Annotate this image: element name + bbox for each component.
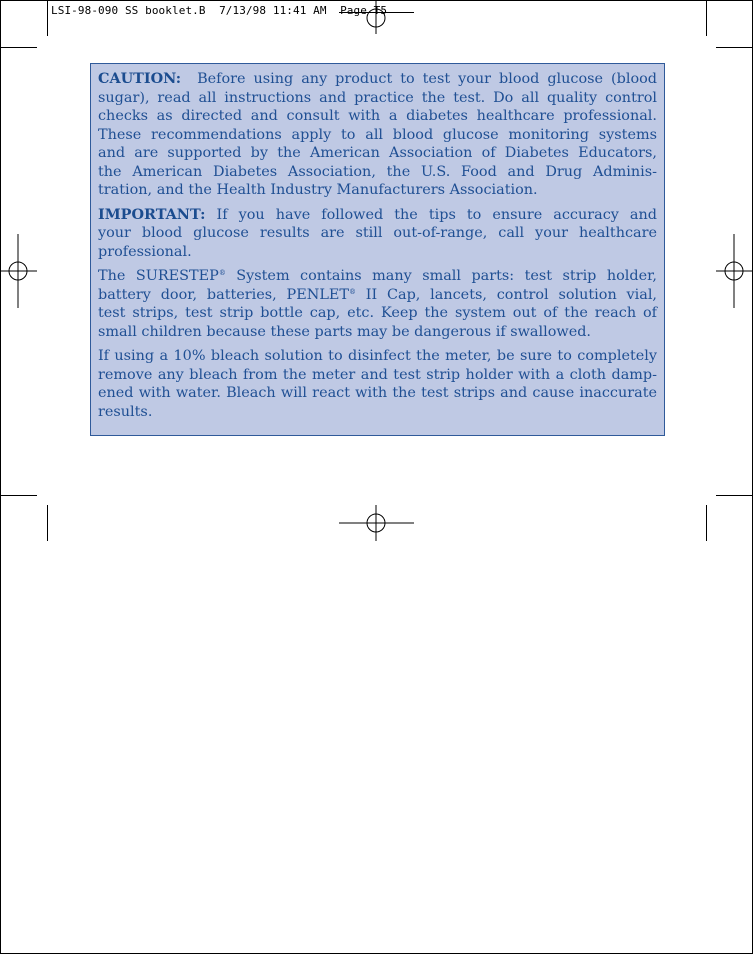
parts-line-3: test strips, test strip bottle cap, etc. Keep the system out of the reach of [98,305,657,321]
registration-mark-top [339,0,414,34]
caution-line-1: CAUTION: Before using any product to test your blood glucose (blood [98,70,657,87]
parts-line-2: battery door, batteries, PENLET® II Cap, lancets, control solution vial, [98,286,658,303]
important-line-1: IMPORTANT: If you have followed the tips to ensure accuracy and [98,205,657,223]
registered-mark: ® [349,287,356,296]
bleach-line-1: If using a 10% bleach solution to disinfect the meter, be sure to completely [98,348,657,364]
caution-line-4: These recommendations apply to all blood glucose monitoring systems [98,126,657,143]
important-paragraph [98,206,657,262]
parts-line-1: The SURESTEP® System contains many small parts: test strip holder, [98,268,657,284]
parts-line-4: small children because these parts may be dangerous if swallowed. [98,323,592,340]
caution-box [90,63,665,436]
caution-line-7: tration, and the Health Industry Manufacturers Association. [98,182,538,198]
caution-paragraph [98,70,657,200]
small-parts-paragraph [98,267,657,341]
important-line-3: professional. [98,243,192,260]
caution-line-5: and are supported by the American Association of Diabetes Educators, [98,145,657,161]
important-lead: IMPORTANT: [98,205,206,223]
bleach-line-2: remove any bleach from the meter and test strip holder with a cloth damp- [98,366,657,383]
registration-mark-left [0,234,37,308]
bleach-paragraph [98,347,657,421]
caution-line-3: checks as directed and consult with a diabetes healthcare professional. [98,108,657,124]
bleach-line-4: results. [98,403,153,420]
caution-lead: CAUTION: [98,70,182,87]
bleach-line-3: ened with water. Bleach will react with the test strips and cause inaccurate [98,385,657,401]
caution-line-2: sugar), read all instructions and practice the test. Do all quality control [98,89,657,106]
caution-line-6: the American Diabetes Association, the U.S. Food and Drug Adminis- [98,163,657,180]
registration-mark-center [339,505,414,541]
registered-mark: ® [218,269,226,277]
print-slug-header: LSI-98-090 SS booklet.B 7/13/98 11:41 AM Page T5 [51,4,388,17]
important-line-2: your blood glucose results are still out-of-range, call your healthcare [98,225,657,241]
registration-mark-right [716,234,753,308]
